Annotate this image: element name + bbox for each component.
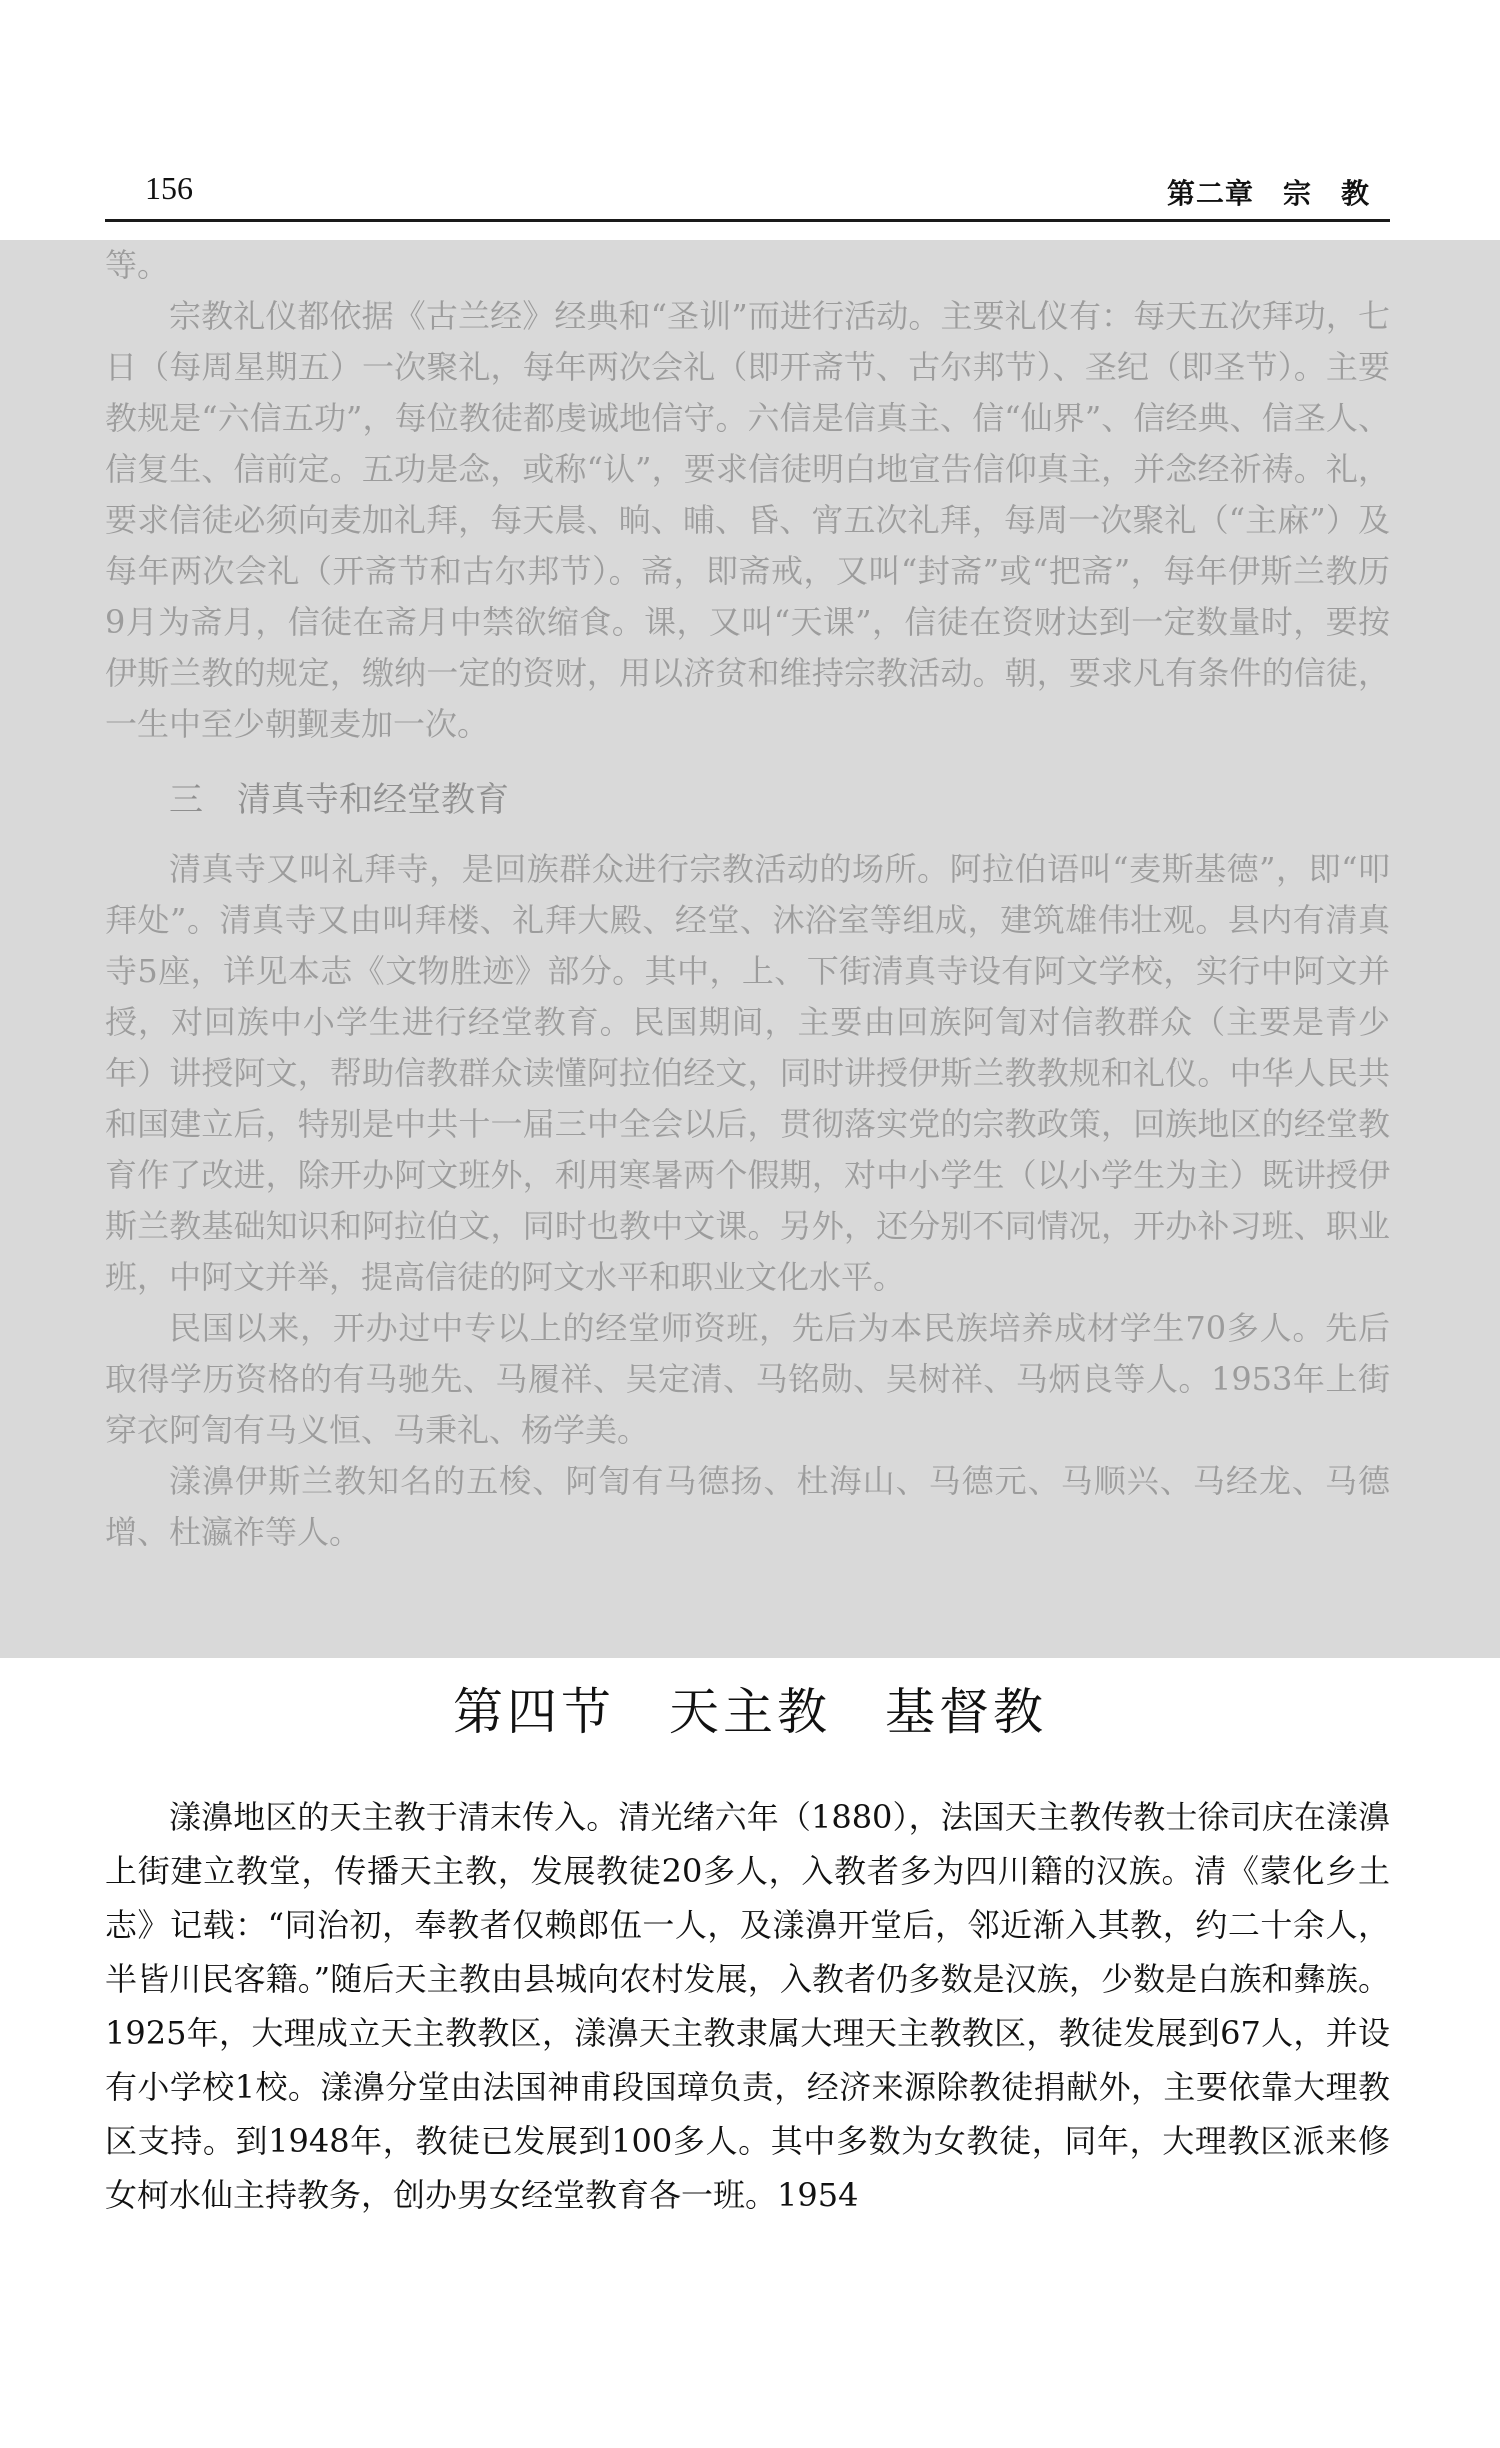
section-title: 第四节 天主教 基督教 [453,1683,1047,1741]
shaded-text-content [105,240,1390,1558]
page-number: 156 [145,170,193,206]
header-rule [105,219,1390,222]
subsection-heading: 三 清真寺和经堂教育 [169,780,509,820]
paragraph: 清真寺又叫礼拜寺，是回族群众进行宗教活动的场所。阿拉伯语叫“麦斯基德”，即“叩拜处”。清真寺又由叫拜楼、礼拜大殿、经堂、沐浴室等组成，建筑雄伟壮观。县内有清真寺5座，详见本志《文物胜迹》部分。其中，上、下街清真寺设有阿文学校，实行中阿文并授，对回族中小学生进行经堂教育。民国期间，主要由回族阿訇对信教群众（主要是青少年）讲授阿文，帮助信教群众读懂阿拉伯经文，同时讲授伊斯兰教教规和礼仪。中华人民共和国建立后，特别是中共十一届三中全会以后，贯彻落实党的宗教政策，回族地区的经堂教育作了改进，除开办阿文班外，利用寒暑两个假期，对中小学生（以小学生为主）既讲授伊斯兰教基础知识和阿拉伯文，同时也教中文课。另外，还分别不同情况，开办补习班、职业班，中阿文并举，提高信徒的阿文水平和职业文化水平。 [105,850,1390,1296]
shaded-text-block [0,240,1500,1658]
paragraph: 等。 [105,246,170,284]
paragraph: 漾濞地区的天主教于清末传入。清光绪六年（1880），法国天主教传教士徐司庆在漾濞上街建立教堂，传播天主教，发展教徒20多人，入教者多为四川籍的汉族。清《蒙化乡土志》记载：“同治初，奉教者仅赖郎伍一人，及漾濞开堂后，邻近渐入其教，约二十余人，半皆川民客籍。”随后天主教由县城向农村发展，入教者仍多数是汉族，少数是白族和彝族。1925年，大理成立天主教教区，漾濞天主教隶属大理天主教教区，教徒发展到67人，并设有小学校1校。漾濞分堂由法国神甫段国璋负责，经济来源除教徒捐献外，主要依靠大理教区支持。到1948年，教徒已发展到100多人。其中多数为女教徒，同年，大理教区派来修女柯水仙主持教务，创办男女经堂教育各一班。1954 [105,1798,1390,2214]
paragraph: 民国以来，开办过中专以上的经堂师资班，先后为本民族培养成材学生70多人。先后取得学历资格的有马驰先、马履祥、吴定清、马铭勋、吴树祥、马炳良等人。1953年上街穿衣阿訇有马义恒、马秉礼、杨学美。 [105,1309,1390,1449]
page-header [105,160,1390,220]
paragraph: 宗教礼仪都依据《古兰经》经典和“圣训”而进行活动。主要礼仪有：每天五次拜功，七日（每周星期五）一次聚礼，每年两次会礼（即开斋节、古尔邦节）、圣纪（即圣节）。主要教规是“六信五功”，每位教徒都虔诚地信守。六信是信真主、信“仙界”、信经典、信圣人、信复生、信前定。五功是念，或称“认”，要求信徒明白地宣告信仰真主，并念经祈祷。礼，要求信徒必须向麦加礼拜，每天晨、晌、晡、昏、宵五次礼拜，每周一次聚礼（“主麻”）及每年两次会礼（开斋节和古尔邦节）。斋，即斋戒，又叫“封斋”或“把斋”，每年伊斯兰教历9月为斋月，信徒在斋月中禁欲缩食。课，又叫“天课”，信徒在资财达到一定数量时，要按伊斯兰教的规定，缴纳一定的资财，用以济贫和维持宗教活动。朝，要求凡有条件的信徒，一生中至少朝觐麦加一次。 [105,297,1390,743]
running-head: 第二章 宗 教 [1166,177,1370,210]
section-body [105,1790,1390,2222]
paragraph: 漾濞伊斯兰教知名的五梭、阿訇有马德扬、杜海山、马德元、马顺兴、马经龙、马德增、杜瀛祚等人。 [105,1462,1390,1551]
